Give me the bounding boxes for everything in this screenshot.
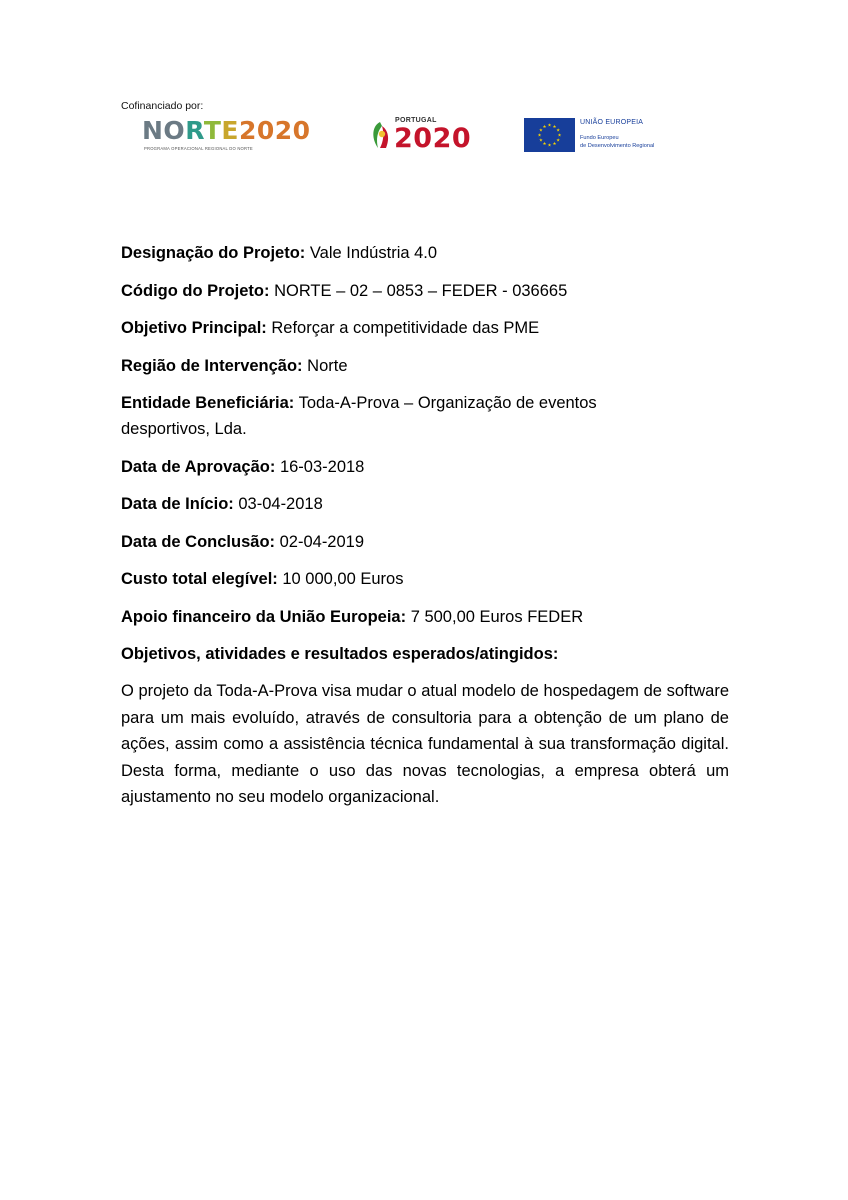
field-value: Vale Indústria 4.0: [305, 244, 438, 262]
eu-logo: [524, 118, 674, 154]
field-codigo: [121, 278, 729, 304]
field-label: Código do Projeto:: [121, 281, 270, 300]
field-value: 10 000,00 Euros: [277, 570, 404, 588]
eu-stars-icon: [524, 118, 575, 152]
cofinanciado-label: Cofinanciado por:: [121, 100, 204, 112]
field-value: 02-04-2019: [275, 532, 365, 551]
field-label: Entidade Beneficiária:: [121, 394, 295, 412]
field-entidade: [121, 390, 641, 442]
eu-star-icon: ★: [557, 132, 562, 138]
portugal-emblem-icon: [370, 120, 394, 150]
field-label: Custo total elegível:: [121, 570, 278, 588]
field-custo-total: [121, 566, 729, 592]
field-label: Apoio financeiro da União Europeia:: [121, 607, 407, 626]
field-data-conclusao: [121, 529, 729, 555]
field-regiao: [121, 353, 729, 379]
eu-star-icon: ★: [538, 137, 543, 143]
objectives-heading: Objetivos, atividades e resultados esperados/atingidos:: [121, 645, 559, 663]
eu-star-icon: ★: [537, 132, 542, 138]
field-label: Objetivo Principal:: [121, 319, 267, 337]
eu-star-icon: ★: [556, 127, 561, 133]
eu-star-icon: ★: [547, 142, 552, 148]
portugal-2020-logo: [370, 116, 480, 156]
eu-fund-label-2: de Desenvolvimento Regional: [580, 143, 655, 149]
field-value: Norte: [302, 356, 348, 375]
eu-name-label: UNIÃO EUROPEIA: [580, 119, 644, 126]
eu-star-icon: ★: [542, 141, 547, 147]
portugal-2020-number: 2020: [394, 123, 472, 154]
field-label: Data de Aprovação:: [121, 457, 276, 476]
eu-star-icon: ★: [538, 127, 543, 133]
portugal-2020-top-label: PORTUGAL: [395, 117, 437, 124]
field-data-inicio: [121, 491, 729, 517]
field-apoio-financeiro: [121, 604, 729, 630]
eu-star-icon: ★: [552, 123, 557, 129]
eu-star-icon: ★: [542, 123, 547, 129]
norte-2020-wordmark: NORTE2020: [142, 116, 311, 145]
eu-star-icon: ★: [547, 122, 552, 128]
norte-2020-logo: [142, 116, 332, 156]
field-label: Região de Intervenção:: [121, 356, 303, 375]
objectives-paragraph: O projeto da Toda-A-Prova visa mudar o atual modelo de hospedagem de software para um mais evoluído, através de consultoria para a obtenção de um plano de ações, assim como a assistência técnica fundamental à sua transformação digital. Desta forma, mediante o uso das novas tecnologias, a empresa obterá um ajustamento no seu modelo organizacional.: [121, 682, 729, 807]
field-designacao: [121, 240, 729, 266]
field-value: NORTE – 02 – 0853 – FEDER - 036665: [269, 281, 568, 300]
field-label: Data de Conclusão:: [121, 532, 276, 551]
eu-star-icon: ★: [556, 137, 561, 143]
field-value: 03-04-2018: [233, 495, 323, 513]
field-value: Reforçar a competitividade das PME: [266, 319, 540, 337]
field-label: Data de Início:: [121, 495, 234, 513]
eu-star-icon: ★: [552, 141, 557, 147]
field-label: Designação do Projeto:: [121, 244, 306, 262]
eu-fund-label-1: Fundo Europeu: [580, 135, 619, 141]
norte-2020-subtitle: PROGRAMA OPERACIONAL REGIONAL DO NORTE: [144, 146, 253, 151]
field-value: Toda-A-Prova – Organização de eventos desportivos, Lda.: [121, 394, 597, 438]
field-value: 16-03-2018: [275, 457, 365, 476]
project-details: [121, 240, 729, 811]
field-data-aprovacao: [121, 454, 729, 480]
eu-flag-icon: [524, 118, 575, 152]
field-objetivo: [121, 315, 729, 341]
field-value: 7 500,00 Euros FEDER: [406, 607, 584, 626]
